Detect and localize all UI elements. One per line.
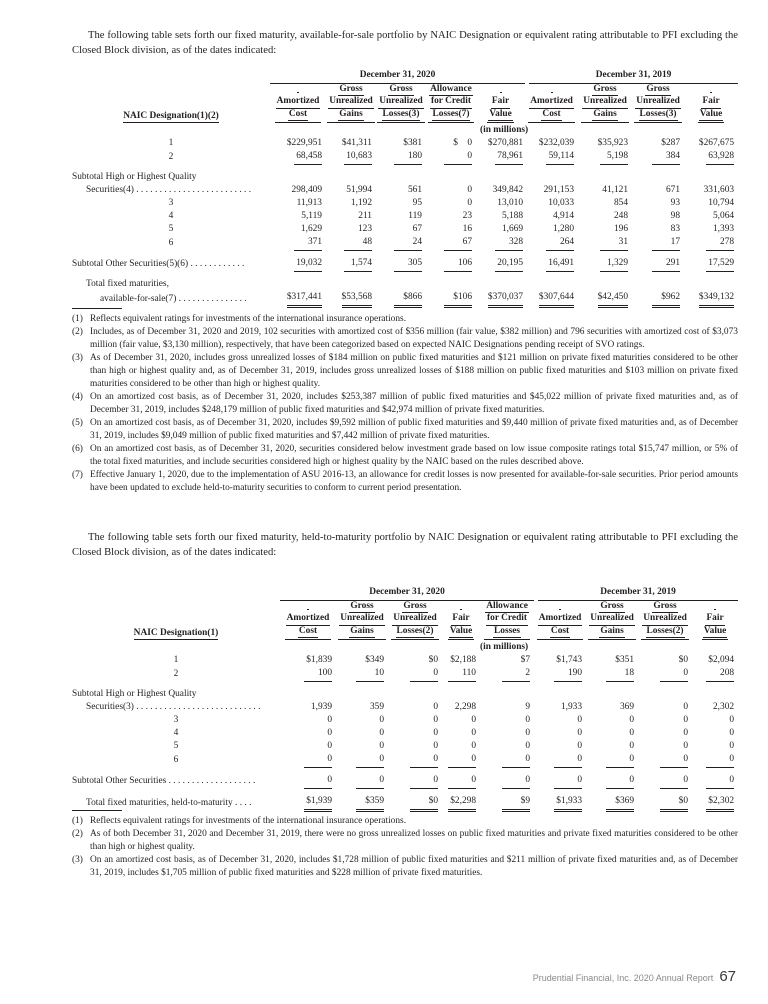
value-cell: $369: [606, 795, 634, 812]
value-cell: 51,994: [346, 185, 372, 195]
designation-header: NAIC Designation(1)(2): [123, 111, 219, 124]
table-row: [72, 210, 738, 223]
value-cell: 24: [394, 236, 422, 251]
value-cell: $106: [444, 291, 472, 308]
value-cell: 1,329: [600, 257, 628, 272]
value-cell: 291: [652, 257, 680, 272]
value-cell: $287: [661, 138, 681, 148]
table-row-label: [72, 688, 738, 701]
table-row: [72, 714, 738, 727]
units-label: (in millions): [480, 125, 529, 135]
value-cell: 23: [462, 211, 472, 221]
value-cell: $267,675: [698, 138, 735, 148]
value-cell: 1,939: [310, 702, 332, 712]
row-label: Subtotal High or Highest Quality: [72, 172, 197, 182]
group-header-2019: December 31, 2019: [529, 70, 738, 84]
intro-text: The following table sets forth our fixed maturity, available-for-sale portfolio by NAIC Designation or equivalent rating attributable to PFI excluding the Closed Block division, as of the dates indicated:: [72, 30, 738, 56]
footnote: [72, 443, 738, 469]
value-cell: 5,119: [301, 211, 322, 221]
value-cell: $0: [410, 795, 438, 812]
value-cell: 331,603: [703, 185, 735, 195]
footnote-divider: [72, 810, 122, 811]
col-header: Fair Value: [442, 601, 480, 641]
value-cell: 0: [448, 753, 476, 768]
footnote-number: (3): [72, 855, 83, 865]
value-cell: $0: [428, 655, 438, 665]
value-cell: $1,839: [306, 655, 332, 665]
value-cell: $42,450: [598, 291, 628, 308]
value-cell: 0: [629, 728, 635, 738]
value-cell: $35,923: [597, 138, 629, 148]
col-header: Gross Unrealized Losses(3): [632, 84, 684, 124]
footnote-number: (1): [72, 314, 83, 324]
value-cell: 0: [660, 753, 688, 768]
value-cell: $370,037: [488, 291, 523, 308]
col-header: Amortized Cost: [525, 84, 578, 124]
value-cell: $229,951: [286, 138, 322, 148]
footnote-text: On an amortized cost basis, as of December 31, 2020, includes $1,728 million of public fixed maturities and $211 million of private fixed maturities and, as of December 31, 2019, includes $1,705 million of public fixed maturities and $228 million of private fixed maturities.: [90, 855, 738, 878]
value-cell: $53,568: [342, 291, 372, 308]
value-cell: 0: [577, 728, 583, 738]
value-cell: 211: [358, 211, 372, 221]
value-cell: 19,032: [294, 257, 322, 272]
value-cell: 0: [577, 741, 583, 751]
group-header-row: [72, 70, 738, 84]
row-label: Subtotal Other Securities(5)(6) . . . . . . . . . . . .: [72, 259, 245, 269]
value-cell: 0: [683, 702, 689, 712]
table-row: [72, 150, 738, 165]
afs-table: [72, 70, 738, 308]
footnote: [72, 828, 738, 854]
value-cell: 0: [304, 774, 332, 789]
col-header: Gross Unrealized Gains: [336, 601, 388, 641]
value-cell: 16,491: [546, 257, 574, 272]
value-cell: 0: [379, 715, 384, 725]
value-cell: 2: [502, 667, 530, 682]
value-cell: $359: [356, 795, 384, 812]
table-row: [72, 795, 738, 812]
designation-label: 5: [173, 741, 179, 751]
value-cell: $2,302: [706, 795, 734, 812]
col-header: Allowance for Credit Losses(7): [426, 84, 476, 124]
units-row: [72, 123, 738, 137]
intro-paragraph-afs: [72, 28, 738, 58]
table-row: [72, 291, 738, 308]
footnote: [72, 469, 738, 495]
value-cell: $0: [660, 795, 688, 812]
value-cell: 0: [683, 741, 689, 751]
value-cell: 1,933: [560, 702, 583, 712]
value-cell: 10: [356, 667, 384, 682]
value-cell: 0: [433, 728, 438, 738]
designation-label: 1: [168, 138, 174, 148]
value-cell: 98: [670, 211, 681, 221]
value-cell: 349,842: [492, 185, 524, 195]
value-cell: 208: [706, 667, 734, 682]
value-cell: 106: [444, 257, 472, 272]
value-cell: 5,188: [501, 211, 524, 221]
col-header: Fair Value: [692, 601, 738, 641]
table-row: [72, 197, 738, 210]
row-label: Securities(4) . . . . . . . . . . . . . . . . . . . . . . . . .: [86, 185, 252, 195]
value-cell: 0: [683, 715, 689, 725]
value-cell: 110: [448, 667, 476, 682]
table-row: [72, 654, 738, 667]
col-header: Amortized Cost: [280, 601, 336, 641]
designation-label: 5: [168, 224, 174, 234]
value-cell: 278: [706, 236, 734, 251]
value-cell: $9: [502, 795, 530, 812]
value-cell: 119: [408, 211, 422, 221]
value-cell: $349,132: [699, 291, 734, 308]
value-cell: 67: [444, 236, 472, 251]
designation-label: 2: [173, 669, 179, 679]
value-cell: 0: [729, 741, 735, 751]
table-row: [72, 727, 738, 740]
designation-label: 3: [173, 715, 179, 725]
value-cell: $1,933: [554, 795, 582, 812]
col-header: Fair Value: [476, 84, 525, 124]
col-header: Gross Unrealized Gains: [586, 601, 638, 641]
group-header-2019: December 31, 2019: [538, 587, 738, 601]
value-cell: 78,961: [495, 150, 523, 165]
value-cell: $307,644: [539, 291, 574, 308]
value-cell: $962: [652, 291, 680, 308]
value-cell: 0: [502, 774, 530, 789]
value-cell: 48: [344, 236, 372, 251]
designation-label: 6: [173, 755, 179, 765]
value-cell: 854: [613, 198, 629, 208]
value-cell: 190: [554, 667, 582, 682]
value-cell: 1,393: [712, 224, 735, 234]
value-cell: $ 0: [453, 138, 472, 148]
designation-header: NAIC Designation(1): [134, 628, 219, 641]
value-cell: 0: [525, 715, 531, 725]
footnote: [72, 417, 738, 443]
value-cell: 100: [304, 667, 332, 682]
value-cell: 0: [706, 753, 734, 768]
footnote-number: (2): [72, 327, 83, 337]
value-cell: 20,195: [495, 257, 523, 272]
footnote-number: (5): [72, 418, 83, 428]
value-cell: 5,064: [712, 211, 735, 221]
footnote: [72, 854, 738, 880]
value-cell: 31: [600, 236, 628, 251]
value-cell: 59,114: [546, 150, 574, 165]
value-cell: $41,311: [341, 138, 372, 148]
value-cell: 16: [462, 224, 472, 234]
value-cell: 0: [471, 728, 476, 738]
value-cell: 4,914: [552, 211, 575, 221]
footnote-text: Reflects equivalent ratings for investments of the international insurance operations.: [90, 816, 407, 826]
col-header: Gross Unrealized Gains: [326, 84, 376, 124]
value-cell: 1,574: [344, 257, 372, 272]
group-header-2020: December 31, 2020: [280, 587, 534, 601]
group-header-2020: December 31, 2020: [270, 70, 525, 84]
value-cell: $1,743: [556, 655, 583, 665]
table-row: [72, 667, 738, 682]
col-header: Fair Value: [684, 84, 738, 124]
value-cell: 18: [606, 667, 634, 682]
value-cell: 0: [606, 753, 634, 768]
designation-label: 4: [168, 211, 174, 221]
designation-label: 4: [173, 728, 179, 738]
value-cell: 0: [327, 741, 332, 751]
value-cell: 248: [613, 211, 629, 221]
row-label: Subtotal Other Securities . . . . . . . . . . . . . . . . . . .: [72, 776, 256, 786]
table-row-label: [72, 171, 738, 184]
value-cell: 2,298: [454, 702, 476, 712]
value-cell: 0: [410, 774, 438, 789]
value-cell: 0: [629, 741, 635, 751]
value-cell: 41,121: [602, 185, 629, 195]
value-cell: 1,629: [300, 224, 322, 234]
value-cell: 0: [471, 715, 476, 725]
value-cell: $0: [678, 655, 689, 665]
row-label: Securities(3) . . . . . . . . . . . . . . . . . . . . . . . . . . .: [86, 702, 261, 712]
intro-text: The following table sets forth our fixed maturity, held-to-maturity portfolio by NAIC Designation or equivalent rating attributable to PFI excluding the Closed Block division, as of the dates indicated:: [72, 532, 738, 558]
value-cell: $2,298: [448, 795, 476, 812]
value-cell: 0: [356, 753, 384, 768]
intro-paragraph-htm: [72, 530, 738, 560]
value-cell: 359: [369, 702, 384, 712]
designation-label: 3: [168, 198, 174, 208]
footnote-text: As of December 31, 2020, includes gross unrealized losses of $184 million on public fixed maturities and $121 million on private fixed maturities considered to be other than high or highest quality and, as of December 31, 2019, includes gross unrealized losses of $188 million on public fixed maturities and $103 million on private fixed maturities considered to be other than high or highest quality.: [90, 353, 738, 389]
units-label: (in millions): [480, 642, 529, 652]
value-cell: 561: [407, 185, 422, 195]
value-cell: 0: [433, 702, 438, 712]
footnote-text: On an amortized cost basis, as of December 31, 2020, includes $9,592 million of public fixed maturities and $9,440 million of private fixed maturities and, as of December 31, 2019, includes $9,049 million of public fixed maturities and $7,442 million of private fixed maturities.: [90, 418, 738, 441]
group-header-row: [72, 587, 738, 601]
footnote-number: (1): [72, 816, 83, 826]
value-cell: 0: [379, 741, 384, 751]
value-cell: $2,094: [708, 655, 735, 665]
value-cell: 291,153: [543, 185, 575, 195]
column-header-row: [72, 601, 738, 641]
value-cell: $351: [615, 655, 635, 665]
value-cell: 0: [467, 185, 472, 195]
value-cell: 0: [660, 774, 688, 789]
value-cell: 384: [652, 150, 680, 165]
table-row: [72, 236, 738, 251]
footnote-text: As of both December 31, 2020 and December 31, 2019, there were no gross unrealized losses on public fixed maturities and private fixed maturities considered to be other than high or highest quality.: [90, 829, 738, 852]
value-cell: 0: [706, 774, 734, 789]
value-cell: 17: [652, 236, 680, 251]
value-cell: 9: [525, 702, 531, 712]
value-cell: 369: [619, 702, 635, 712]
value-cell: 0: [327, 715, 332, 725]
table-row: [72, 701, 738, 714]
table-row: [72, 137, 738, 150]
value-cell: 0: [444, 150, 472, 165]
value-cell: 2,302: [712, 702, 735, 712]
value-cell: 0: [683, 728, 689, 738]
value-cell: 0: [525, 728, 531, 738]
value-cell: 10,683: [344, 150, 372, 165]
footnote: [72, 313, 738, 326]
footnote-number: (3): [72, 353, 83, 363]
footnote-number: (7): [72, 470, 83, 480]
value-cell: $381: [403, 138, 422, 148]
page-number: 67: [719, 968, 736, 985]
value-cell: 0: [660, 667, 688, 682]
value-cell: 68,458: [294, 150, 322, 165]
htm-footnotes: [72, 815, 738, 880]
value-cell: $270,881: [487, 138, 524, 148]
value-cell: 10,794: [708, 198, 735, 208]
value-cell: 5,198: [600, 150, 628, 165]
value-cell: 371: [294, 236, 322, 251]
designation-label: 2: [168, 152, 174, 162]
page-footer: [533, 968, 736, 985]
footnote-divider: [72, 308, 122, 309]
footnote: [72, 326, 738, 352]
table-row: [72, 223, 738, 236]
footnote-text: On an amortized cost basis, as of December 31, 2020, securities considered below investment grade based on low issue composite ratings total $15,747 million, or 5% of the total fixed maturities, and include securities considered high or highest quality by the NAIC based on the rules described above.: [90, 444, 738, 467]
value-cell: $2,188: [450, 655, 476, 665]
value-cell: 0: [577, 715, 583, 725]
table-row-label: [72, 278, 738, 291]
value-cell: 10,033: [548, 198, 575, 208]
value-cell: $7: [520, 655, 531, 665]
value-cell: 13,010: [497, 198, 524, 208]
row-label: Total fixed maturities,: [86, 279, 169, 289]
value-cell: 93: [670, 198, 681, 208]
value-cell: 180: [394, 150, 422, 165]
col-header: Amortized Cost: [270, 84, 326, 124]
designation-label: 6: [168, 238, 174, 248]
value-cell: 0: [554, 753, 582, 768]
footnote-text: Reflects equivalent ratings for investments of the international insurance operations.: [90, 314, 407, 324]
value-cell: 0: [525, 741, 531, 751]
row-label: Subtotal High or Highest Quality: [72, 689, 197, 699]
value-cell: 0: [379, 728, 384, 738]
footnote-number: (2): [72, 829, 83, 839]
value-cell: 67: [412, 224, 422, 234]
footnote: [72, 352, 738, 391]
footnote: [72, 815, 738, 828]
value-cell: 0: [729, 728, 735, 738]
table-row: [72, 184, 738, 197]
value-cell: $866: [394, 291, 422, 308]
row-label: Total fixed maturities, held-to-maturity . . . .: [86, 798, 252, 808]
table-row: [72, 753, 738, 768]
value-cell: 1,280: [552, 224, 575, 234]
row-label: available-for-sale(7) . . . . . . . . . . . . . . .: [100, 294, 247, 304]
col-header: Amortized Cost: [534, 601, 586, 641]
value-cell: 0: [356, 774, 384, 789]
value-cell: $232,039: [538, 138, 575, 148]
value-cell: $349: [365, 655, 384, 665]
col-header: Gross Unrealized Gains: [578, 84, 632, 124]
column-header-row: [72, 84, 738, 124]
value-cell: 0: [448, 774, 476, 789]
value-cell: 0: [327, 728, 332, 738]
units-row: [72, 640, 738, 654]
footnote-number: (4): [72, 392, 83, 402]
col-header: Gross Unrealized Losses(2): [388, 601, 442, 641]
value-cell: 0: [433, 741, 438, 751]
value-cell: 63,928: [706, 150, 734, 165]
value-cell: 305: [394, 257, 422, 272]
value-cell: 0: [729, 715, 735, 725]
value-cell: 0: [471, 741, 476, 751]
footnote-text: On an amortized cost basis, as of December 31, 2020, includes $253,387 million of public fixed maturities and $45,022 million of private fixed maturities and, as of December 31, 2019, includes $248,179 million of public fixed maturities and $42,974 million of private fixed maturities.: [90, 392, 738, 415]
footnote-number: (6): [72, 444, 83, 454]
value-cell: 0: [629, 715, 635, 725]
value-cell: 83: [670, 224, 681, 234]
afs-footnotes: [72, 313, 738, 495]
value-cell: 0: [502, 753, 530, 768]
value-cell: 1,669: [501, 224, 524, 234]
footnote-text: Includes, as of December 31, 2020 and 2019, 102 securities with amortized cost of $356 million (fair value, $382 million) and 796 securities with amortized cost of $3,073 million (fair value, $3,130 million), respectively, that have been categorized based on expected NAIC Designations pending receipt of SVO ratings.: [90, 327, 738, 350]
value-cell: 0: [554, 774, 582, 789]
value-cell: 1,192: [350, 198, 372, 208]
value-cell: 0: [304, 753, 332, 768]
value-cell: 123: [357, 224, 372, 234]
value-cell: 0: [433, 715, 438, 725]
footer-text: Prudential Financial, Inc. 2020 Annual Report: [532, 973, 714, 983]
footnote-text: Effective January 1, 2020, due to the implementation of ASU 2016-13, an allowance for credit losses is now presented for available-for-sale securities. Prior period amounts have been updated to exclude held-to-maturity securities to conform to current period presentation.: [90, 470, 738, 493]
value-cell: 0: [410, 667, 438, 682]
htm-table: [72, 587, 738, 812]
col-header: Gross Unrealized Losses(2): [638, 601, 692, 641]
col-header: Allowance for Credit Losses: [480, 601, 534, 641]
value-cell: $317,441: [287, 291, 322, 308]
footnote: [72, 391, 738, 417]
value-cell: 196: [613, 224, 629, 234]
value-cell: 0: [410, 753, 438, 768]
designation-label: 1: [173, 655, 179, 665]
value-cell: 298,409: [291, 185, 322, 195]
value-cell: 17,529: [706, 257, 734, 272]
value-cell: $1,939: [304, 795, 332, 812]
value-cell: 95: [412, 198, 422, 208]
table-row: [72, 257, 738, 272]
value-cell: 11,913: [296, 198, 322, 208]
table-row: [72, 774, 738, 789]
value-cell: 671: [665, 185, 681, 195]
value-cell: 328: [495, 236, 523, 251]
table-row: [72, 740, 738, 753]
value-cell: 0: [467, 198, 472, 208]
col-header: Gross Unrealized Losses(3): [376, 84, 426, 124]
value-cell: 0: [606, 774, 634, 789]
value-cell: 264: [546, 236, 574, 251]
